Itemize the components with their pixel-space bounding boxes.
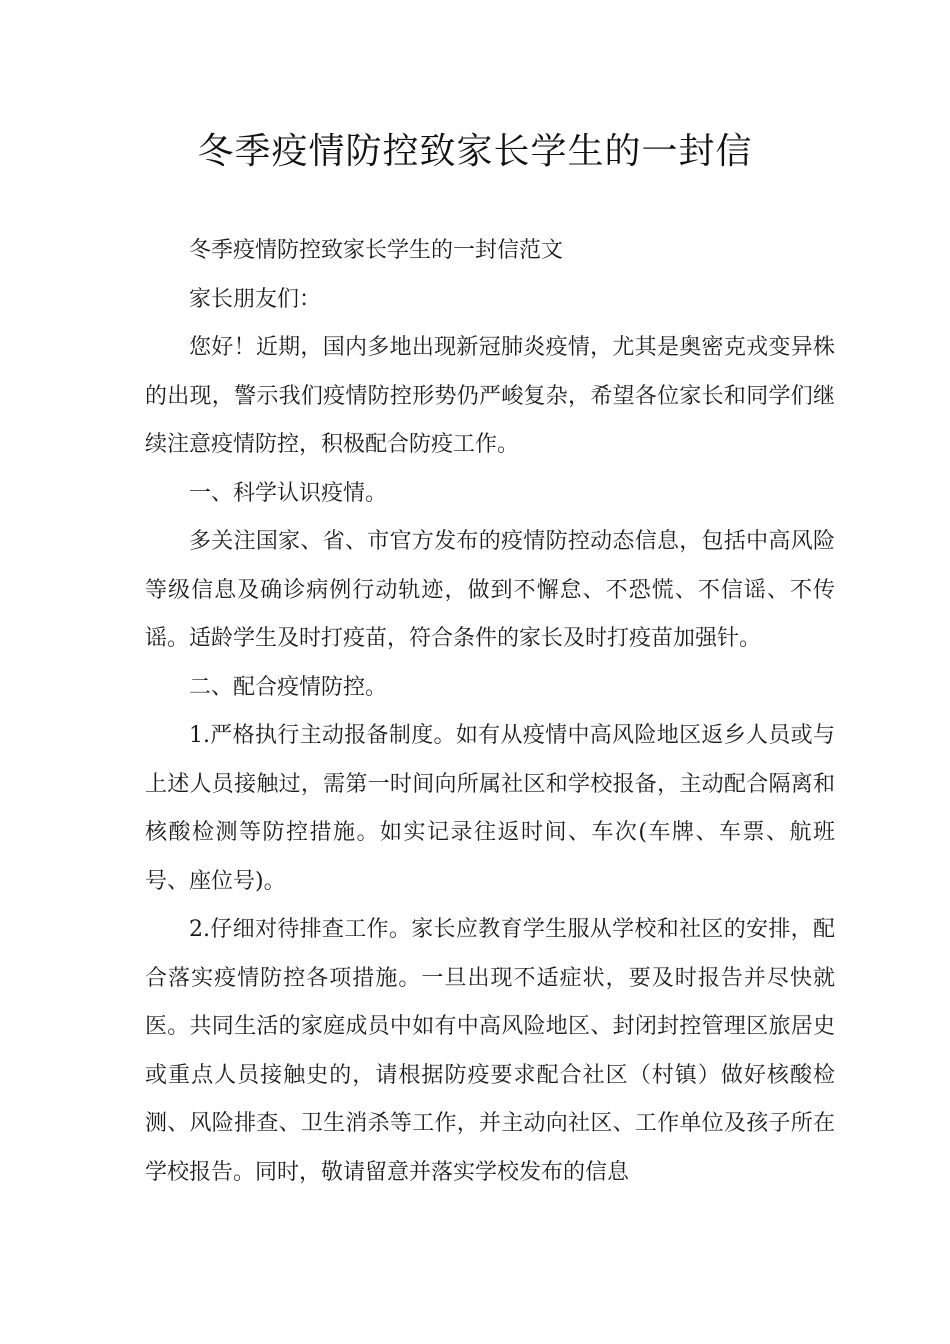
letter-subtitle: 冬季疫情防控致家长学生的一封信范文 <box>189 238 564 263</box>
salutation: 家长朋友们： <box>189 286 322 312</box>
section-heading-2: 二、配合疫情防控。 <box>189 674 388 700</box>
section-heading-1: 一、科学认识疫情。 <box>189 480 388 506</box>
document-title: 冬季疫情防控致家长学生的一封信 <box>197 131 753 172</box>
paragraph-item-2: 2.仔细对待排查工作。家长应教育学生服从学校和社区的安排，配合落实疫情防控各项措施。一旦出现不适症状，要及时报告并尽快就医。共同生活的家庭成员中如有中高风险地区、封闭封控管理区旅居史或重点人员接触史的，请根据防疫要求配合社区（村镇）做好核酸检测、风险排查、卫生消杀等工作，并主动向社区、工作单位及孩子所在学校报告。同时，敬请留意并落实学校发布的信息 <box>145 917 835 1185</box>
paragraph-section-1: 多关注国家、省、市官方发布的疫情防控动态信息，包括中高风险等级信息及确诊病例行动轨迹，做到不懈怠、不恐慌、不信谣、不传谣。适龄学生及时打疫苗，符合条件的家长及时打疫苗加强针。 <box>145 529 835 651</box>
paragraph-greeting: 您好！近期，国内多地出现新冠肺炎疫情，尤其是奥密克戎变异株的出现，警示我们疫情防控形势仍严峻复杂，希望各位家长和同学们继续注意疫情防控，积极配合防疫工作。 <box>145 335 835 457</box>
paragraph-item-1: 1.严格执行主动报备制度。如有从疫情中高风险地区返乡人员或与上述人员接触过，需第一时间向所属社区和学校报备，主动配合隔离和核酸检测等防控措施。如实记录往返时间、车次(车牌、车票、航班号、座位号)。 <box>145 723 835 894</box>
letter-body <box>145 227 835 1197</box>
